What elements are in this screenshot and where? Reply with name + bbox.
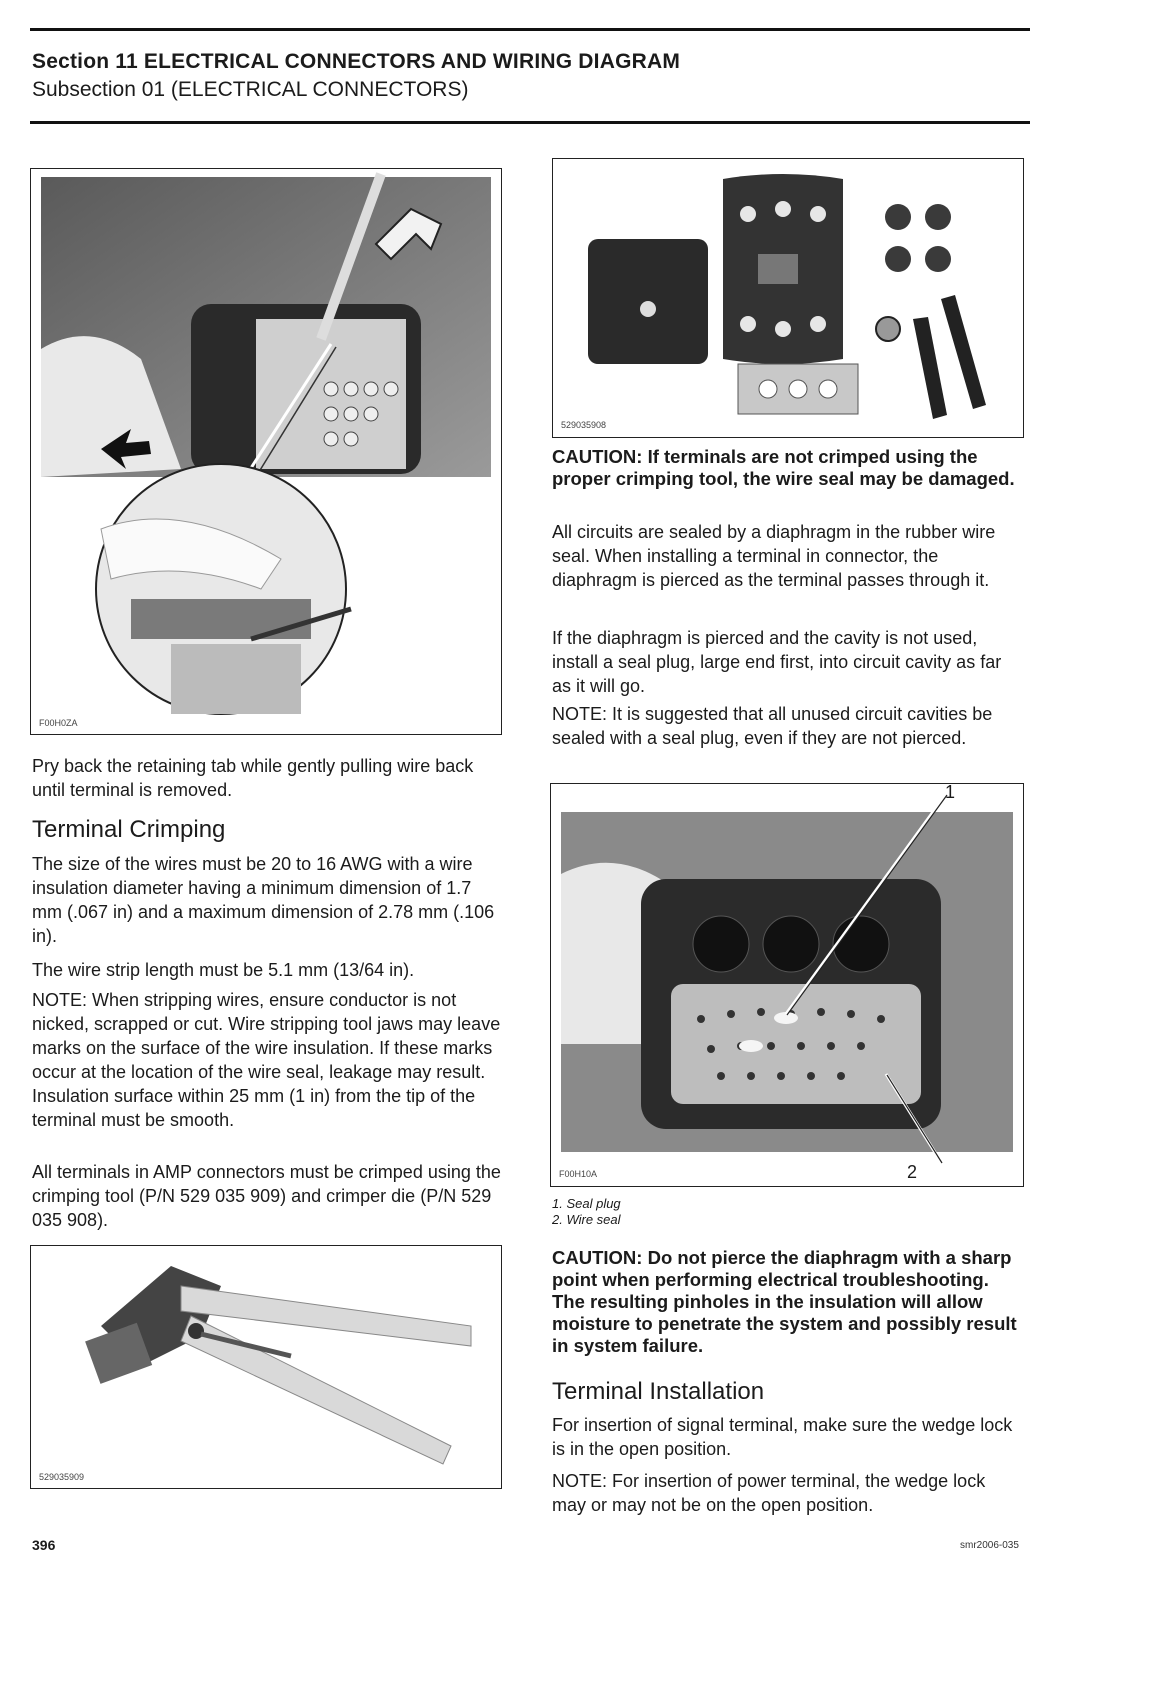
heading-terminal-installation: Terminal Installation bbox=[552, 1378, 765, 1405]
paragraph-amp-terminals: All terminals in AMP connectors must be crimped using the crimping tool (P/N 529 035 909) and crimper die (P/N 529 035 908). bbox=[32, 1162, 501, 1230]
legend-item-wire-seal: 2. Wire seal bbox=[552, 1212, 621, 1227]
note-text: When stripping wires, ensure conductor is not nicked, scrapped or cut. Wire stripping tool jaws may leave marks on the surface of the wire insulation. If these marks occur at the location of the wire seal, leakage may result. Insulation surface within 25 mm (1 in) from the tip of the terminal must be smooth. bbox=[32, 990, 501, 1130]
section-title: Section 11 ELECTRICAL CONNECTORS AND WIRING DIAGRAM bbox=[32, 50, 681, 73]
paragraph-wire-size: The size of the wires must be 20 to 16 AWG with a wire insulation diameter having a minimum dimension of 1.7 mm (.067 in) and a maximum dimension of 2.78 mm (.106 in). bbox=[32, 854, 495, 946]
paragraph-strip-length: The wire strip length must be 5.1 mm (13/64 in). bbox=[32, 960, 415, 980]
figure-code: 529035908 bbox=[561, 420, 607, 430]
note-text: For insertion of power terminal, the wedge lock may or may not be on the open position. bbox=[552, 1471, 986, 1515]
crimping-tool-illustration bbox=[31, 1246, 501, 1488]
figure-code: F00H10A bbox=[559, 1169, 598, 1179]
document-code: smr2006-035 bbox=[960, 1540, 1019, 1551]
callout-2: 2 bbox=[907, 1162, 918, 1182]
crimper-die-illustration bbox=[553, 159, 1023, 437]
paragraph-signal-insertion: For insertion of signal terminal, make sure the wedge lock is in the open position. bbox=[552, 1415, 1013, 1459]
header-top-rule bbox=[30, 28, 1030, 31]
caution-crimping bbox=[552, 446, 1024, 490]
figure-connector-pry bbox=[30, 168, 502, 735]
fig1-caption: Pry back the retaining tab while gently pulling wire back until terminal is removed. bbox=[32, 756, 474, 800]
note-power-terminal bbox=[552, 1469, 1024, 1517]
connector-pry-illustration bbox=[31, 169, 501, 734]
page-number: 396 bbox=[32, 1537, 56, 1553]
figure-crimping-tool bbox=[30, 1245, 502, 1489]
subsection-title: Subsection 01 (ELECTRICAL CONNECTORS) bbox=[32, 78, 469, 101]
figure-code: F00H0ZA bbox=[39, 718, 78, 728]
figure-legend bbox=[552, 1196, 621, 1228]
heading-terminal-crimping: Terminal Crimping bbox=[32, 816, 226, 843]
figure-crimper-die bbox=[552, 158, 1024, 438]
caution-text: If terminals are not crimped using the proper crimping tool, the wire seal may be damaged. bbox=[552, 446, 1015, 489]
caution-pierce-diaphragm bbox=[552, 1247, 1024, 1357]
note-label: NOTE: bbox=[552, 704, 608, 724]
note-text: It is suggested that all unused circuit cavities be sealed with a seal plug, even if they are not pierced. bbox=[552, 704, 993, 748]
caution-label: CAUTION: bbox=[552, 1247, 643, 1268]
legend-item-seal-plug: 1. Seal plug bbox=[552, 1196, 621, 1211]
figure-connector-seal bbox=[550, 783, 1024, 1187]
connector-seal-illustration bbox=[551, 784, 1023, 1186]
figure-code: 529035909 bbox=[39, 1472, 85, 1482]
note-label: NOTE: bbox=[32, 990, 88, 1010]
paragraph-circuits-sealed: All circuits are sealed by a diaphragm in the rubber wire seal. When installing a terminal in connector, the diaphragm is pierced as the terminal passes through it. bbox=[552, 522, 996, 590]
note-stripping bbox=[32, 988, 502, 1132]
header-bottom-rule bbox=[30, 121, 1030, 124]
callout-1: 1 bbox=[945, 783, 956, 802]
caution-label: CAUTION: bbox=[552, 446, 643, 467]
note-label: NOTE: bbox=[552, 1471, 608, 1491]
caution-text: Do not pierce the diaphragm with a sharp point when performing electrical troubleshooting. The resulting pinholes in the insulation will allow moisture to penetrate the system and possibly result in system failure. bbox=[552, 1247, 1017, 1356]
note-unused-cavities bbox=[552, 702, 1024, 750]
paragraph-diaphragm-pierced: If the diaphragm is pierced and the cavity is not used, install a seal plug, large end first, into circuit cavity as far as it will go. bbox=[552, 628, 1002, 696]
